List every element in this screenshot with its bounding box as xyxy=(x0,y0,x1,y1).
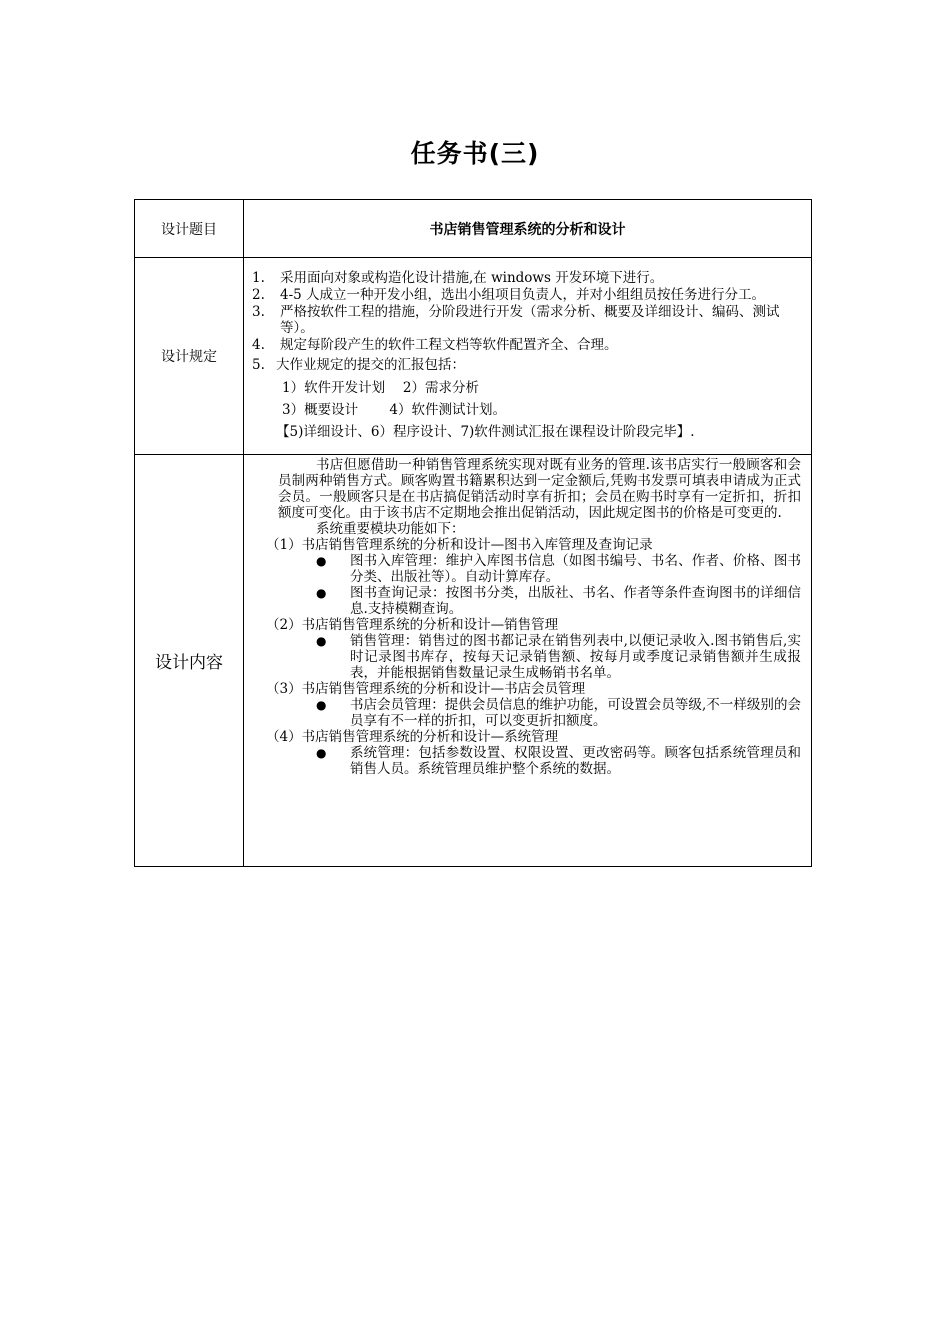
module-bullet xyxy=(316,745,801,777)
module-bullet xyxy=(316,553,801,585)
bullet-text: 图书入库管理：维护入库图书信息（如图书编号、书名、作者、价格、图书分类、出版社等）。自动计算库存。 xyxy=(350,553,801,585)
module-bullet xyxy=(316,633,801,681)
bullet-dot-icon: ● xyxy=(316,554,327,568)
rule-item xyxy=(252,337,801,353)
rule-number: 1. xyxy=(252,269,265,286)
rule-number: 5. xyxy=(252,356,265,373)
topic-label: 设计题目 xyxy=(135,200,244,258)
modules-intro: 系统重要模块功能如下： xyxy=(316,521,465,537)
module-bullet xyxy=(316,697,801,729)
content-cell xyxy=(244,455,812,867)
module-title: （1）书店销售管理系统的分析和设计—图书入库管理及查询记录 xyxy=(266,537,653,553)
content-body xyxy=(244,455,811,777)
deliverable-line-3: 【5)详细设计、6）程序设计、7)软件测试汇报在课程设计阶段完毕】. xyxy=(276,423,695,440)
page-title: 任务书(三) xyxy=(410,139,540,168)
rule-number: 4. xyxy=(252,336,265,353)
topic-row xyxy=(135,200,812,258)
bullet-text: 书店会员管理：提供会员信息的维护功能，可设置会员等级,不一样级别的会员享有不一样的折扣，可以变更折扣额度。 xyxy=(350,697,801,729)
module-title: （2）书店销售管理系统的分析和设计—销售管理 xyxy=(266,617,559,633)
rule-item xyxy=(252,287,801,303)
rule-text: 大作业规定的提交的汇报包括： xyxy=(276,356,465,373)
topic-value: 书店销售管理系统的分析和设计 xyxy=(244,200,812,258)
bullet-dot-icon: ● xyxy=(316,634,327,648)
content-row xyxy=(135,455,812,867)
rule-item xyxy=(252,304,801,336)
rules-list xyxy=(244,268,811,445)
content-label: 设计内容 xyxy=(135,455,244,867)
deliverable-line-2: 3）概要设计 4）软件测试计划。 xyxy=(282,401,506,418)
rule-number: 2. xyxy=(252,286,265,303)
deliverables xyxy=(252,377,801,443)
rule-text: 严格按软件工程的措施，分阶段进行开发（需求分析、概要及详细设计、编码、测试等）。 xyxy=(280,303,780,336)
bullet-dot-icon: ● xyxy=(316,698,327,712)
module-title: （4）书店销售管理系统的分析和设计—系统管理 xyxy=(266,729,559,745)
module-title: （3）书店销售管理系统的分析和设计—书店会员管理 xyxy=(266,681,586,697)
intro-paragraph: 书店但愿借助一种销售管理系统实现对既有业务的管理.该书店实行一般顾客和会员制两种销售方式。顾客购置书籍累积达到一定金额后,凭购书发票可填表申请成为正式会员。一般顾客只是在书店搞促销活动时享有折扣；会员在购书时享有一定折扣，折扣额度可变化。由于该书店不定期地会推出促销活动，因此规定图书的价格是可变更的. xyxy=(278,457,801,521)
rules-row xyxy=(135,258,812,455)
bullet-text: 图书查询记录：按图书分类，出版社、书名、作者等条件查询图书的详细信息.支持模糊查询。 xyxy=(350,585,801,617)
rule-text: 规定每阶段产生的软件工程文档等软件配置齐全、合理。 xyxy=(280,336,618,353)
rule-text: 采用面向对象或构造化设计措施,在 windows 开发环境下进行。 xyxy=(280,269,664,286)
bullet-text: 系统管理：包括参数设置、权限设置、更改密码等。顾客包括系统管理员和销售人员。系统管理员维护整个系统的数据。 xyxy=(350,745,801,777)
rule-number: 3. xyxy=(252,303,265,320)
module-bullet xyxy=(316,585,801,617)
rule-item xyxy=(252,357,801,373)
rule-text: 4-5 人成立一种开发小组，选出小组项目负责人，并对小组组员按任务进行分工。 xyxy=(280,286,766,303)
rule-item xyxy=(252,270,801,286)
rules-label: 设计规定 xyxy=(135,258,244,455)
bullet-dot-icon: ● xyxy=(316,746,327,760)
bullet-dot-icon: ● xyxy=(316,586,327,600)
rules-cell xyxy=(244,258,812,455)
deliverable-line-1: 1）软件开发计划 2）需求分析 xyxy=(282,379,479,396)
task-table xyxy=(134,199,812,867)
bullet-text: 销售管理：销售过的图书都记录在销售列表中,以便记录收入.图书销售后,实时记录图书库存，按每天记录销售额、按每月或季度记录销售额并生成报表，并能根据销售数量记录生成畅销书名单。 xyxy=(350,633,801,681)
